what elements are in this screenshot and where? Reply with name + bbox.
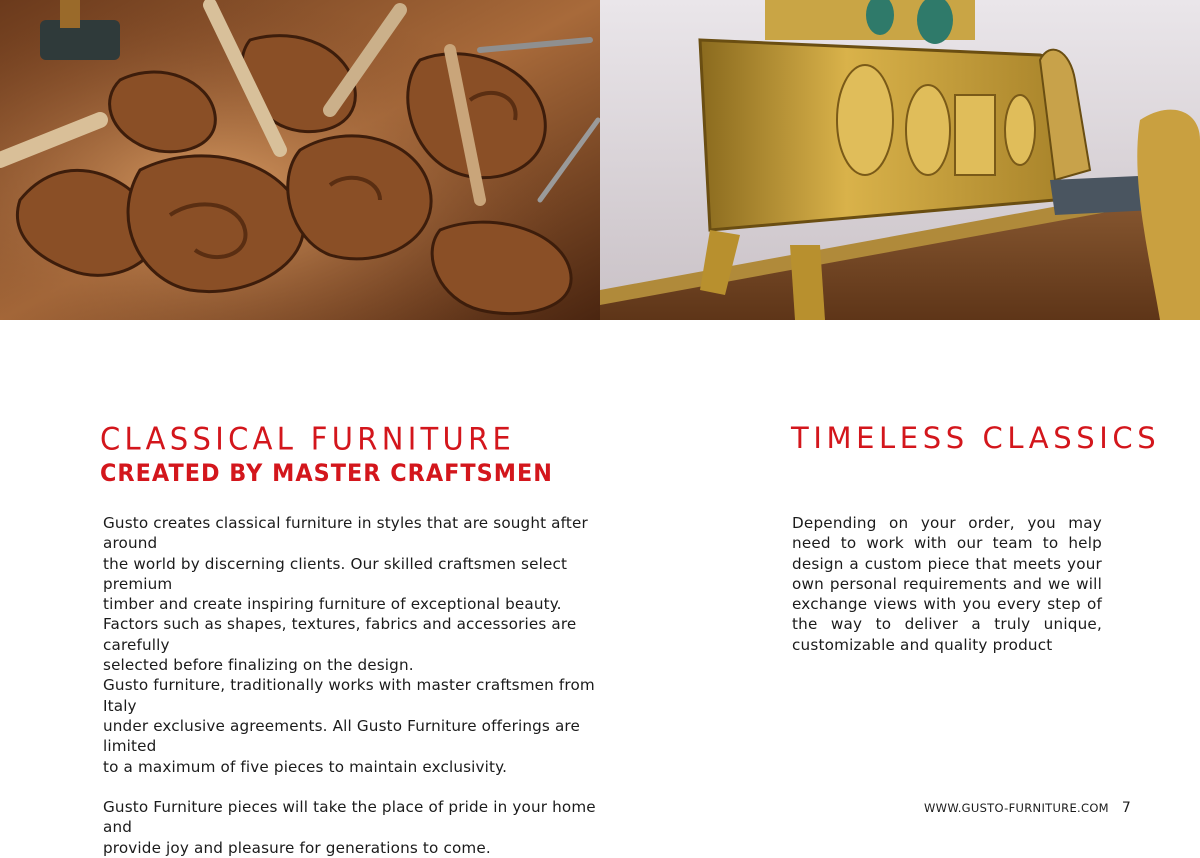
left-title-line-2: CREATED BY MASTER CRAFTSMEN <box>100 459 553 487</box>
carving-photo <box>0 0 600 320</box>
page-footer <box>924 800 1131 816</box>
right-body-text <box>792 513 1102 655</box>
paragraph-spacer <box>103 777 603 797</box>
sideboard-photo <box>600 0 1200 320</box>
left-line: Gusto creates classical furniture in styles that are sought after around <box>103 514 588 553</box>
left-line: timber and create inspiring furniture of exceptional beauty. <box>103 595 562 614</box>
left-line: to a maximum of five pieces to maintain exclusivity. <box>103 757 508 776</box>
left-line: under exclusive agreements. All Gusto Furniture offerings are limited <box>103 716 580 756</box>
left-line: Gusto Furniture pieces will take the place of pride in your home and <box>103 798 596 837</box>
left-line: Gusto furniture, traditionally works with master craftsmen from Italy <box>103 676 595 715</box>
left-line: provide joy and pleasure for generations to come. <box>103 838 491 857</box>
left-title-line-1: CLASSICAL FURNITURE <box>100 421 516 458</box>
footer-website-link[interactable]: WWW.GUSTO-FURNITURE.COM <box>924 801 1109 815</box>
page-number: 7 <box>1121 800 1131 816</box>
right-title: TIMELESS CLASSICS <box>791 421 1161 455</box>
left-line: the world by discerning clients. Our skilled craftsmen select premium <box>103 554 568 593</box>
right-paragraph: Depending on your order, you may need to work with our team to help design a custom piece that meets your own personal requirements and we will exchange views with you every step of the way to deliver a truly unique, customizable and quality product <box>792 514 1102 654</box>
left-body-text <box>103 513 603 858</box>
left-line: selected before finalizing on the design. <box>103 656 414 675</box>
left-line: Factors such as shapes, textures, fabrics and accessories are carefully <box>103 615 577 654</box>
header-photo-strip <box>0 0 1200 320</box>
